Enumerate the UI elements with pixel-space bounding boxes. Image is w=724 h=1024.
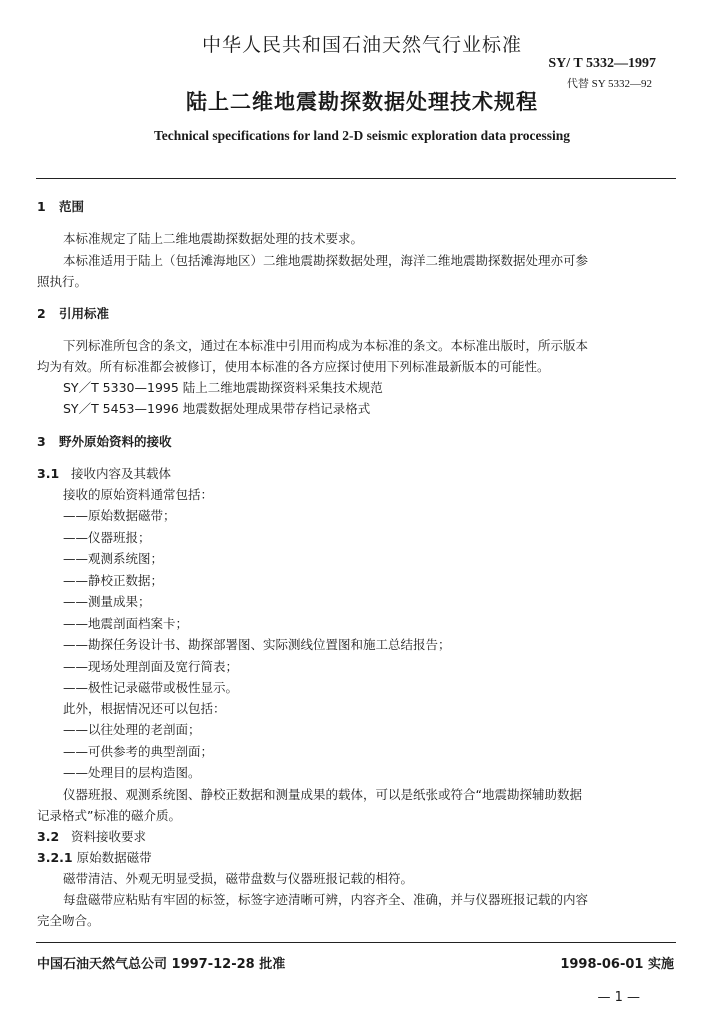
paragraph: 下列标准所包含的条文，通过在本标准中引用而构成为本标准的条文。本标准出版时，所示版本 [63,338,589,353]
paragraph: 每盘磁带应粘贴有牢固的标签，标签字迹清晰可辨，内容齐全、准确，并与仪器班报记载的内容 [63,892,589,907]
paragraph: 本标准规定了陆上二维地震勘探数据处理的技术要求。 [63,231,364,246]
top-divider [36,178,676,179]
list-item: ——处理目的层构造图。 [63,765,201,780]
page-number: — 1 — [597,990,640,1005]
subsection-number: 3.1 [37,466,60,481]
document-title: 陆上二维地震勘探数据处理技术规程 [186,90,538,114]
standard-code: SY/ T 5332—1997 [548,56,656,71]
subsection-3-2-heading [37,826,677,848]
paragraph: 接收的原始资料通常包括： [63,487,214,502]
list-item: ——现场处理剖面及宽行简表； [63,658,239,674]
list-item: ——测量成果； [63,594,151,609]
paragraph-continuation: 记录格式”标准的磁介质。 [37,808,181,823]
bottom-divider [36,942,676,943]
approval-line: 中国石油天然气总公司 1997-12-28 批准 [37,957,286,972]
subsection-3-2-1-heading [37,847,677,869]
subsection-number: 3.2 [37,829,60,844]
reference-item: SY／T 5453—1996 地震数据处理成果带存档记录格式 [63,401,371,416]
subsection-title: 资料接收要求 [70,829,146,844]
list-item: ——原始数据磁带； [63,508,176,523]
reference-item: SY／T 5330—1995 陆上二维地震勘探资料采集技术规范 [63,380,383,395]
paragraph-continuation: 均为有效。所有标准都会被修订，使用本标准的各方应探讨使用下列标准最新版本的可能性。 [37,359,550,374]
header-title: 中华人民共和国石油天然气行业标准 [201,34,522,56]
section-1-heading [37,196,677,218]
list-item: ——地震剖面档案卡； [63,615,189,631]
paragraph-continuation: 完全吻合。 [37,913,100,928]
list-item: ——可供参考的典型剖面； [63,743,214,759]
standard-replaces: 代替 SY 5332—92 [566,78,652,90]
document-subtitle: Technical specifications for land 2-D seismic exploration data processing [153,128,570,143]
paragraph-continuation: 照执行。 [37,274,88,289]
subsection-title: 原始数据磁带 [76,850,152,865]
paragraph: 此外，根据情况还可以包括： [63,701,226,716]
subsection-3-1-heading [37,463,677,485]
paragraph: 本标准适用于陆上（包括滩海地区）二维地震勘探数据处理，海洋二维地震勘探数据处理亦可参 [63,253,589,268]
list-item: ——极性记录磁带或极性显示。 [63,680,239,695]
paragraph: 磁带清洁、外观无明显受损，磁带盘数与仪器班报记载的相符。 [63,871,414,886]
list-item: ——仪器班报； [63,529,151,545]
section-title: 范围 [59,199,85,214]
section-title: 野外原始资料的接收 [59,434,172,449]
section-3-heading [37,431,677,453]
section-2-heading [37,303,677,325]
subsection-title: 接收内容及其载体 [70,466,171,481]
section-number: 2 [37,306,46,321]
list-item: ——以往处理的老剖面； [63,722,201,737]
implementation-date: 1998-06-01 实施 [560,957,674,972]
section-number: 1 [37,199,46,214]
subsection-number: 3.2.1 [37,850,73,865]
list-item: ——勘探任务设计书、勘探部署图、实际测线位置图和施工总结报告； [63,637,451,652]
paragraph: 仪器班报、观测系统图、静校正数据和测量成果的载体，可以是纸张或符合“地震勘探辅助数据 [63,787,582,802]
list-item: ——静校正数据； [63,572,164,588]
list-item: ——观测系统图； [63,551,164,566]
section-title: 引用标准 [59,306,110,321]
section-number: 3 [37,434,46,449]
